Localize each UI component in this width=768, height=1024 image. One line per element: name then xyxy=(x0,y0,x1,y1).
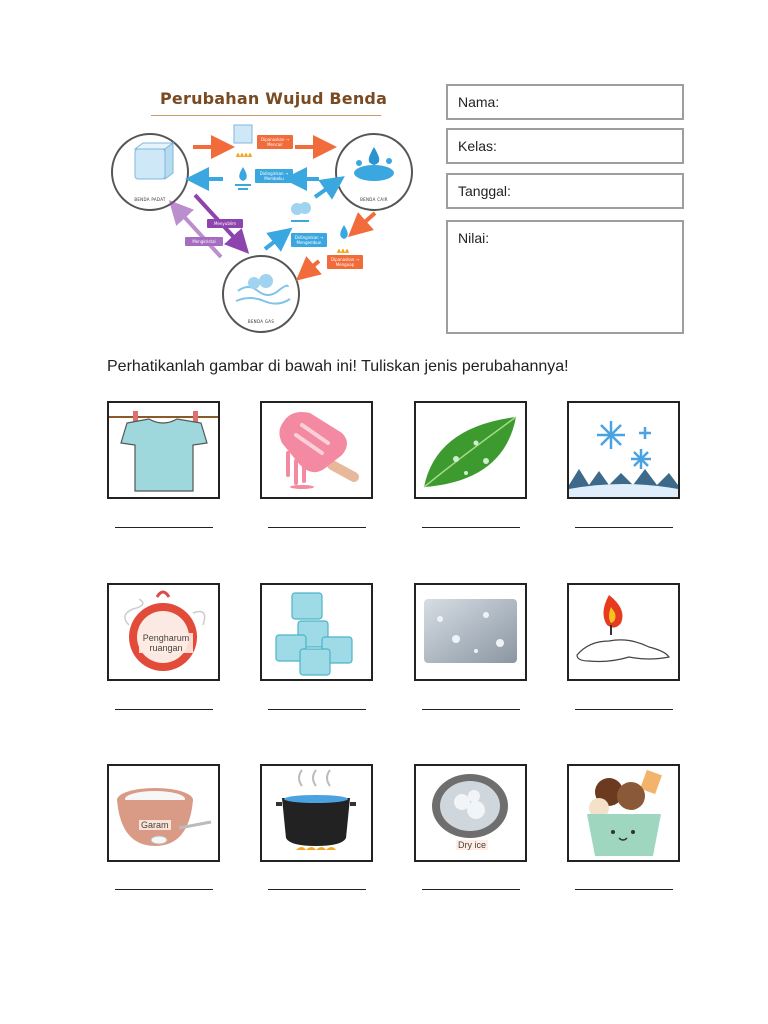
score-label: Nilai: xyxy=(458,230,490,246)
liquid-state-label: BENDA CAIR xyxy=(360,197,388,202)
boiling-pot-icon xyxy=(262,766,371,860)
heat-drop-icon xyxy=(333,223,355,257)
heat-ice-icon xyxy=(230,123,256,163)
picture-card-11 xyxy=(414,764,527,862)
salt-label: Garam xyxy=(141,820,169,830)
picture-card-6 xyxy=(260,583,373,681)
deposition-tag: Mengkristal xyxy=(185,237,223,246)
state-change-diagram xyxy=(105,85,405,340)
salt-bowl-icon xyxy=(109,766,218,860)
melting-popsicle-icon xyxy=(262,403,371,497)
class-label: Kelas: xyxy=(458,138,497,154)
snowflake-icon xyxy=(569,403,678,497)
picture-card-5 xyxy=(107,583,220,681)
date-label: Tanggal: xyxy=(458,183,511,199)
instruction-text: Perhatikanlah gambar di bawah ini! Tuliskan jenis perubahannya! xyxy=(107,358,569,375)
name-field[interactable] xyxy=(446,84,684,120)
answer-line-5[interactable] xyxy=(115,709,213,710)
freezing-tag: Didinginkan → Membeku xyxy=(255,169,293,183)
water-droplets-glass-icon xyxy=(416,585,525,679)
dry-ice-label: Dry ice xyxy=(458,840,487,850)
class-field[interactable] xyxy=(446,128,684,164)
answer-line-8[interactable] xyxy=(575,709,673,710)
picture-card-1 xyxy=(107,401,220,499)
answer-line-2[interactable] xyxy=(268,527,366,528)
date-field[interactable] xyxy=(446,173,684,209)
condensation-tag: Didinginkan → Mengembun xyxy=(291,233,327,247)
picture-card-4 xyxy=(567,401,680,499)
name-label: Nama: xyxy=(458,94,500,110)
answer-line-4[interactable] xyxy=(575,527,673,528)
dewy-leaf-icon xyxy=(416,403,525,497)
answer-line-11[interactable] xyxy=(422,889,520,890)
picture-card-2 xyxy=(260,401,373,499)
picture-card-12 xyxy=(567,764,680,862)
ice-cubes-icon xyxy=(262,585,371,679)
answer-line-7[interactable] xyxy=(422,709,520,710)
condense-cloud-icon xyxy=(285,197,315,231)
answer-line-6[interactable] xyxy=(268,709,366,710)
cold-drop-icon xyxy=(230,165,256,191)
picture-card-10 xyxy=(260,764,373,862)
air-freshener-icon xyxy=(109,585,218,679)
ice-cream-cup-icon xyxy=(569,766,678,860)
sublimation-tag: Menyublim xyxy=(207,219,243,228)
answer-line-9[interactable] xyxy=(115,889,213,890)
solid-state-label: BENDA PADAT xyxy=(134,197,166,202)
answer-line-1[interactable] xyxy=(115,527,213,528)
answer-line-10[interactable] xyxy=(268,889,366,890)
melting-candle-icon xyxy=(569,585,678,679)
answer-line-3[interactable] xyxy=(422,527,520,528)
answer-line-12[interactable] xyxy=(575,889,673,890)
air-freshener-label: Pengharum ruangan xyxy=(139,633,193,653)
gas-state-label: BENDA GAS xyxy=(247,319,275,324)
picture-card-9 xyxy=(107,764,220,862)
picture-card-7 xyxy=(414,583,527,681)
score-field[interactable] xyxy=(446,220,684,334)
drying-shirt-icon xyxy=(109,403,218,497)
melting-tag: Dipanaskan → Mencair xyxy=(257,135,293,149)
diagram-title: Perubahan Wujud Benda xyxy=(160,89,388,108)
picture-card-8 xyxy=(567,583,680,681)
evaporation-tag: Dipanaskan → Menguap xyxy=(327,255,363,269)
picture-card-3 xyxy=(414,401,527,499)
